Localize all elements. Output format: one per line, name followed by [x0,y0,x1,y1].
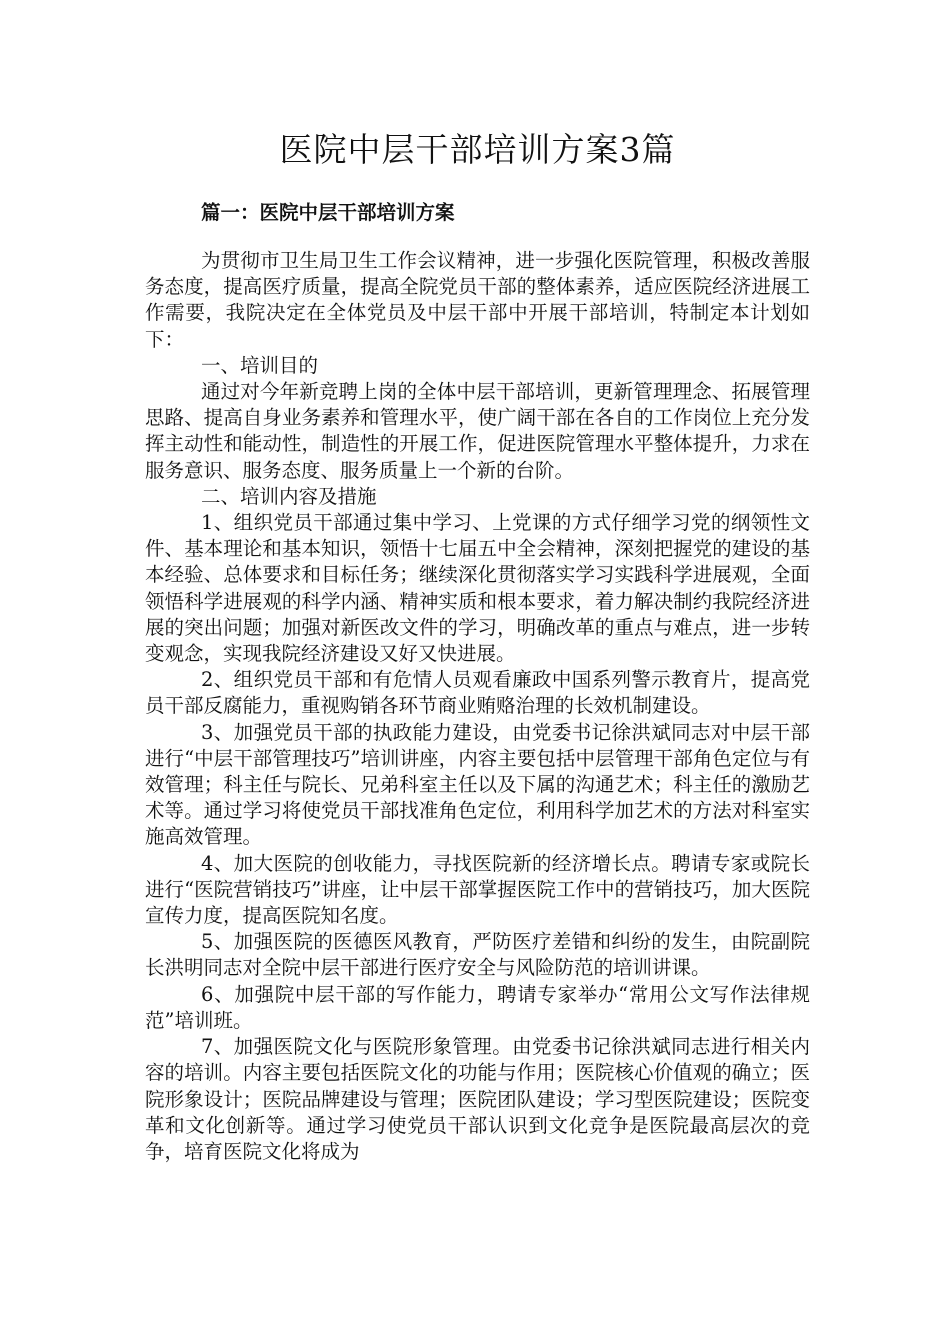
paragraph-item-5: 5、加强医院的医德医风教育，严防医疗差错和纠纷的发生，由院副院长洪明同志对全院中层干部进行医疗安全与风险防范的培训讲课。 [145,930,810,980]
subheading-training-goal: 一、培训目的 [201,353,319,377]
paragraph-intro: 为贯彻市卫生局卫生工作会议精神，进一步强化医院管理，积极改善服务态度，提高医疗质量，提高全院党员干部的整体素养，适应医院经济进展工作需要，我院决定在全体党员及中层干部中开展干部培训，特制定本计划如下： [145,249,810,351]
paragraph-item-2: 2、组织党员干部和有危情人员观看廉政中国系列警示教育片，提高党员干部反腐能力，重视购销各环节商业贿赂治理的长效机制建设。 [145,668,810,718]
paragraph-training-goal: 通过对今年新竞聘上岗的全体中层干部培训，更新管理理念、拓展管理思路、提高自身业务素养和管理水平，使广阔干部在各自的工作岗位上充分发挥主动性和能动性，制造性的开展工作，促进医院管理水平整体提升，力求在服务意识、服务态度、服务质量上一个新的台阶。 [145,380,810,482]
paragraph-item-4: 4、加大医院的创收能力，寻找医院新的经济增长点。聘请专家或院长进行“医院营销技巧”讲座，让中层干部掌握医院工作中的营销技巧，加大医院宣传力度，提高医院知名度。 [145,851,810,928]
paragraph-item-3: 3、加强党员干部的执政能力建设，由党委书记徐洪斌同志对中层干部进行“中层干部管理技巧”培训讲座，内容主要包括中层管理干部角色定位与有效管理；科主任与院长、兄弟科室主任以及下属的沟通艺术；科主任的激励艺术等。通过学习将使党员干部找准角色定位，利用科学加艺术的方法对科室实施高效管理。 [145,720,810,849]
document-title: 医院中层干部培训方案3篇 [279,130,676,169]
section-heading: 篇一：医院中层干部培训方案 [201,201,455,224]
subheading-training-content: 二、培训内容及措施 [201,484,377,508]
paragraph-item-1: 1、组织党员干部通过集中学习、上党课的方式仔细学习党的纲领性文件、基本理论和基本知识，领悟十七届五中全会精神，深刻把握党的建设的基本经验、总体要求和目标任务；继续深化贯彻落实学习实践科学进展观，全面领悟科学进展观的科学内涵、精神实质和根本要求，着力解决制约我院经济进展的突出问题；加强对新医改文件的学习，明确改革的重点与难点，进一步转变观念，实现我院经济建设又好又快进展。 [145,511,810,666]
document-body [145,248,810,1165]
paragraph-item-7: 7、加强医院文化与医院形象管理。由党委书记徐洪斌同志进行相关内容的培训。内容主要包括医院文化的功能与作用；医院核心价值观的确立；医院形象设计；医院品牌建设与管理；医院团队建设；学习型医院建设；医院变革和文化创新等。通过学习使党员干部认识到文化竞争是医院最高层次的竞争，培育医院文化将成为 [145,1035,810,1163]
paragraph-item-6: 6、加强院中层干部的写作能力，聘请专家举办“常用公文写作法律规范”培训班。 [145,982,810,1032]
